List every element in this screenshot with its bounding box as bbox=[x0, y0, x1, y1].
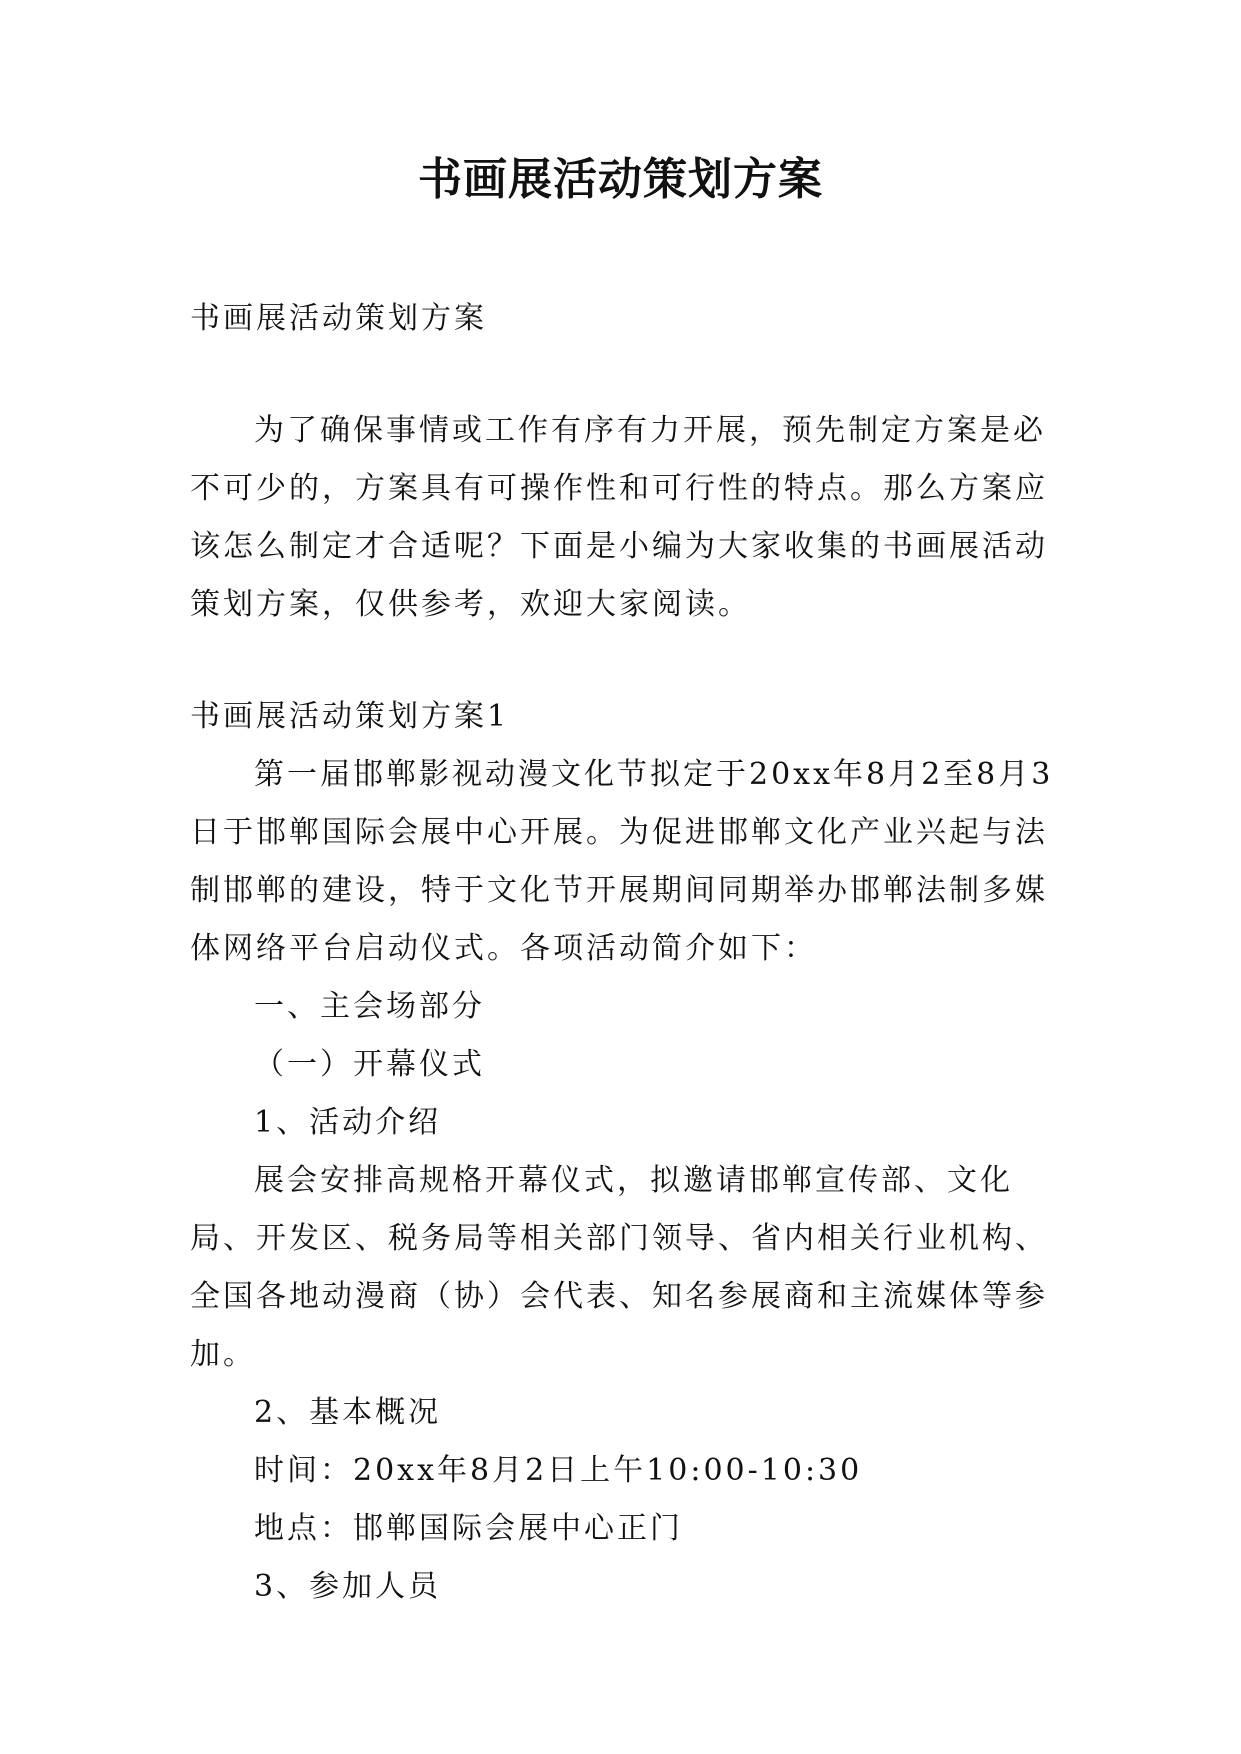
event-time: 时间：20xx年8月2日上午10:00-10:30 bbox=[254, 1453, 863, 1488]
event-location: 地点：邯郸国际会展中心正门 bbox=[254, 1511, 683, 1546]
section-plan-1 bbox=[190, 688, 1070, 1616]
section-item-basic-overview: 2、基本概况 bbox=[254, 1395, 442, 1430]
document-title: 书画展活动策划方案 bbox=[418, 154, 823, 205]
body-paragraph: 展会安排高规格开幕仪式，拟邀请邯郸宣传部、文化局、开发区、税务局等相关部门领导、省内相关行业机构、全国各地动漫商（协）会代表、知名参展商和主流媒体等参加。 bbox=[190, 1163, 1048, 1372]
intro-paragraph: 为了确保事情或工作有序有力开展，预先制定方案是必不可少的，方案具有可操作性和可行性的特点。那么方案应该怎么制定才合适呢？下面是小编为大家收集的书画展活动策划方案，仅供参考，欢迎大家阅读。 bbox=[190, 413, 1048, 622]
section-item-activity-intro: 1、活动介绍 bbox=[254, 1105, 442, 1140]
section-item-main-venue: 一、主会场部分 bbox=[254, 989, 485, 1024]
section-heading: 书画展活动策划方案1 bbox=[190, 699, 510, 734]
document-subtitle: 书画展活动策划方案 bbox=[190, 301, 487, 336]
section-item-opening-ceremony: （一）开幕仪式 bbox=[254, 1047, 485, 1082]
section-item-attendees: 3、参加人员 bbox=[254, 1569, 442, 1604]
body-paragraph: 第一届邯郸影视动漫文化节拟定于20xx年8月2至8月3日于邯郸国际会展中心开展。为促进邯郸文化产业兴起与法制邯郸的建设，特于文化节开展期间同期举办邯郸法制多媒体网络平台启动仪式。各项活动简介如下： bbox=[190, 757, 1054, 966]
